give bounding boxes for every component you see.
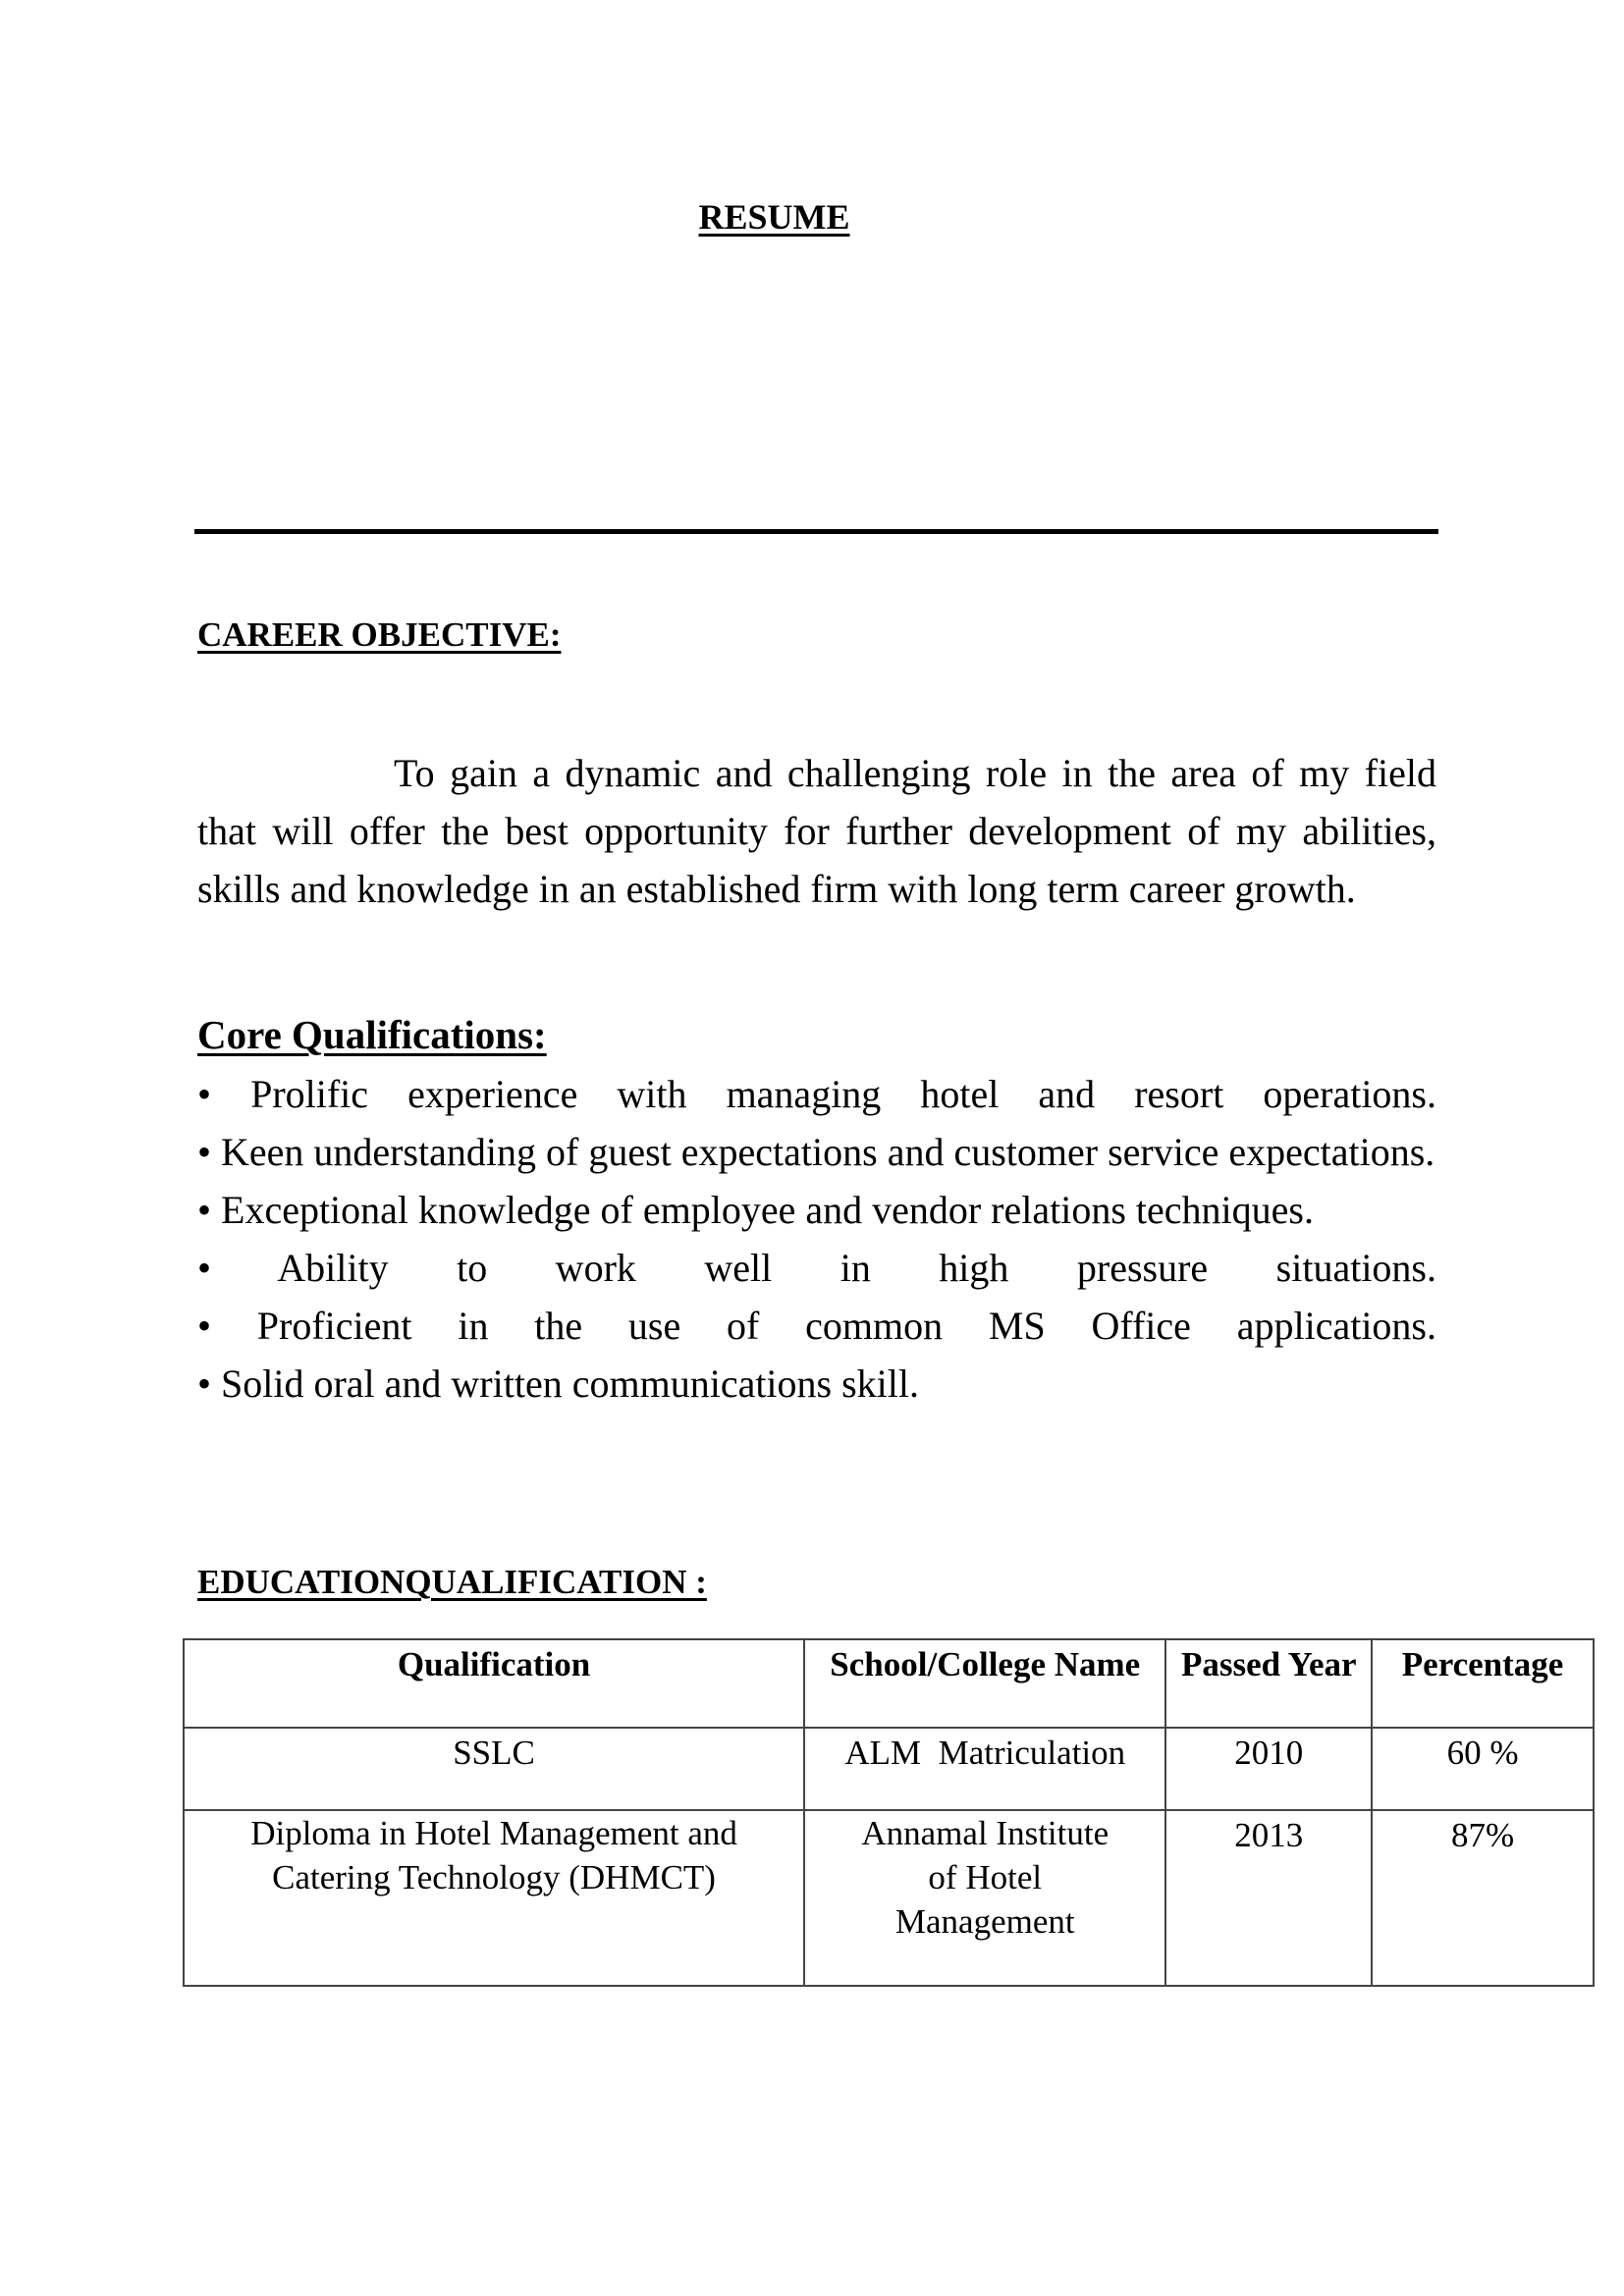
cell-year: 2010: [1165, 1728, 1372, 1810]
table-row: [184, 1810, 1594, 1986]
horizontal-divider: [194, 529, 1438, 534]
career-objective-heading: CAREER OBJECTIVE:: [197, 615, 562, 654]
column-header-qualification: Qualification: [184, 1639, 804, 1728]
resume-title: RESUME: [698, 197, 850, 237]
cell-qualification: Diploma in Hotel Management and Catering Technology (DHMCT): [184, 1810, 804, 1986]
column-header-school: School/College Name: [804, 1639, 1165, 1728]
career-objective-text: [197, 744, 1436, 918]
education-heading: EDUCATIONQUALIFICATION :: [197, 1563, 707, 1601]
column-header-year: Passed Year: [1165, 1639, 1372, 1728]
cell-percentage: 87%: [1372, 1810, 1594, 1986]
cell-school: Annamal Institute of Hotel Management: [804, 1810, 1165, 1986]
cell-school: ALM Matriculation: [804, 1728, 1165, 1810]
core-qualifications-list: [197, 1065, 1436, 1413]
table-header-row: [184, 1639, 1594, 1728]
qualification-item: • Solid oral and written communications skill.: [197, 1362, 920, 1406]
cell-qualification: SSLC: [184, 1728, 804, 1810]
core-qualifications-heading: Core Qualifications:: [197, 1012, 547, 1057]
qualification-item: • Proficient in the use of common MS Office applications.: [197, 1304, 1436, 1348]
qualification-item: • Exceptional knowledge of employee and vendor relations techniques.: [197, 1188, 1314, 1232]
table-row: [184, 1728, 1594, 1810]
qualification-item: • Prolific experience with managing hotel and resort operations.: [197, 1072, 1436, 1116]
career-objective-body: To gain a dynamic and challenging role in the area of my field that will offer the best opportunity for further development of my abilities, skills and knowledge in an established firm with long term career growth.: [197, 751, 1436, 911]
cell-year: 2013: [1165, 1810, 1372, 1986]
qualification-item: • Keen understanding of guest expectations and customer service expectations.: [197, 1130, 1435, 1174]
qualification-item: • Ability to work well in high pressure situations.: [197, 1246, 1436, 1290]
cell-percentage: 60 %: [1372, 1728, 1594, 1810]
column-header-percentage: Percentage: [1372, 1639, 1594, 1728]
education-table: [183, 1638, 1595, 1987]
